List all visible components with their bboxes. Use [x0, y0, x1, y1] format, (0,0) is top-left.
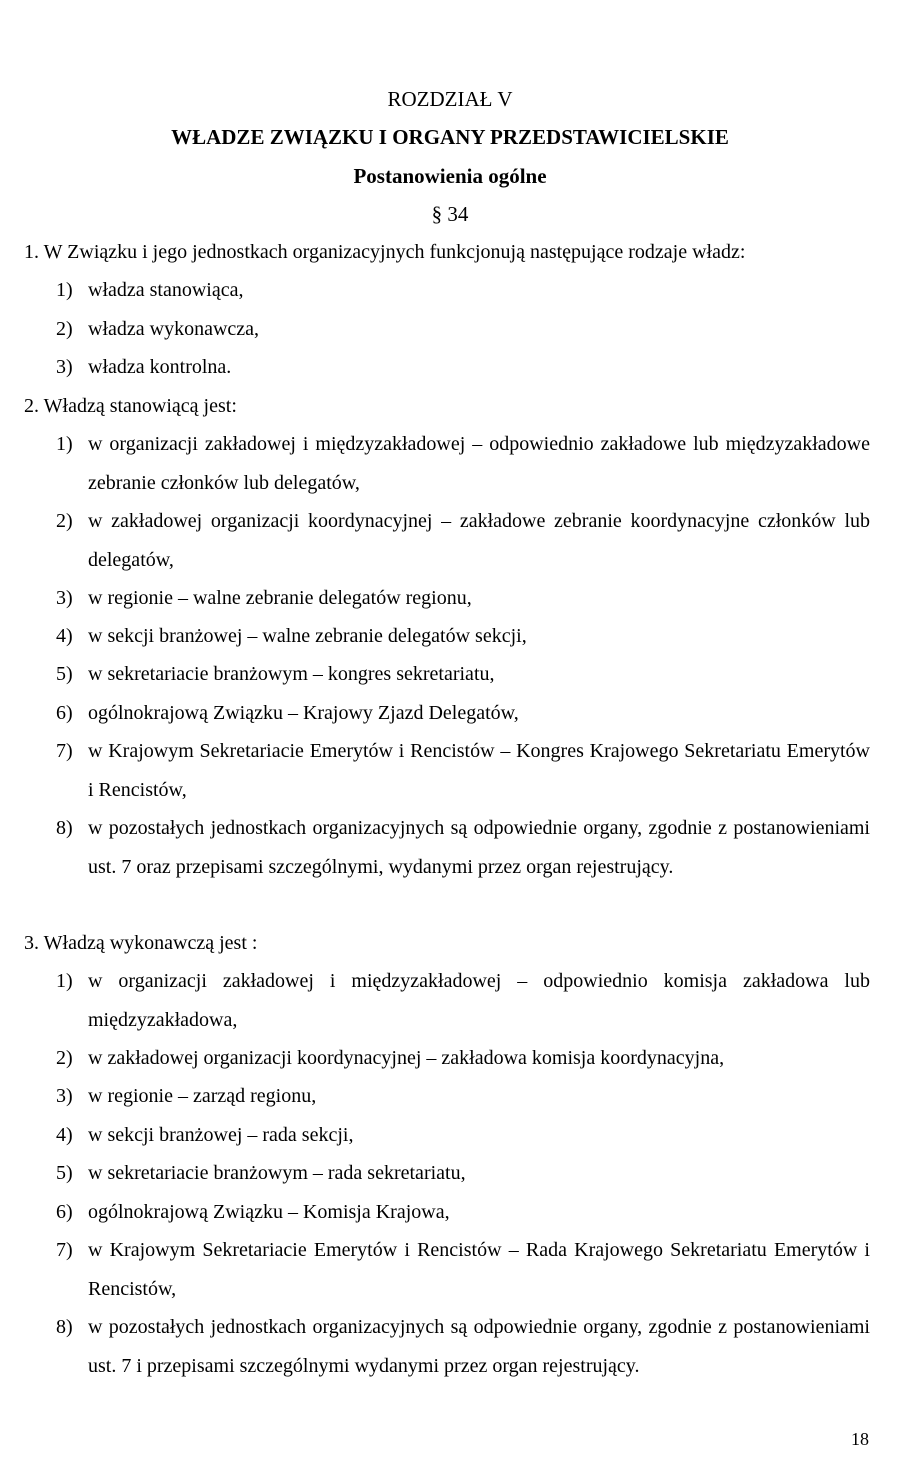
list-item [56, 579, 870, 618]
list-item-text: w Krajowym Sekretariacie Emerytów i Rencistów – Kongres Krajowego Sekretariatu Emerytów i Rencistów, [88, 740, 870, 801]
list-item-number: 3) [56, 356, 73, 378]
list-item [56, 962, 870, 1039]
paragraph-1-lead: 1. W Związku i jego jednostkach organizacyjnych funkcjonują następujące rodzaje władz: [24, 241, 746, 263]
list-item-text: w regionie – zarząd regionu, [88, 1085, 317, 1107]
list-item-text: w zakładowej organizacji koordynacyjnej – zakładowa komisja koordynacyjna, [88, 1047, 725, 1069]
list-item-text: władza stanowiąca, [88, 279, 244, 301]
list-item [56, 809, 870, 886]
list-item-number: 2) [56, 1047, 73, 1069]
list-item-text: ogólnokrajową Związku – Komisja Krajowa, [88, 1201, 450, 1223]
list-item-text: w sekcji branżowej – walne zebranie delegatów sekcji, [88, 625, 527, 647]
list-item-number: 1) [56, 279, 73, 301]
list-item [56, 1116, 870, 1155]
list-item-text: w Krajowym Sekretariacie Emerytów i Rencistów – Rada Krajowego Sekretariatu Emerytów i Rencistów, [88, 1239, 870, 1300]
list-item [56, 1039, 870, 1078]
list-item [56, 1308, 870, 1385]
list-item-number: 2) [56, 510, 73, 532]
paragraph-3-lead: 3. Władzą wykonawczą jest : [24, 932, 258, 954]
list-item-text: w sekcji branżowej – rada sekcji, [88, 1124, 354, 1146]
list-item [56, 348, 870, 387]
paragraph-2-lead: 2. Władzą stanowiącą jest: [24, 395, 237, 417]
list-item-number: 5) [56, 1162, 73, 1184]
list-item [56, 425, 870, 502]
list-item-number: 3) [56, 1085, 73, 1107]
list-item [56, 1193, 870, 1232]
list-item [56, 310, 870, 349]
list-item-text: władza wykonawcza, [88, 318, 260, 340]
list-item-text: w pozostałych jednostkach organizacyjnych są odpowiednie organy, zgodnie z postanowieniami ust. 7 oraz przepisami szczególnymi, wydanymi przez organ rejestrujący. [88, 817, 870, 878]
list-item-number: 5) [56, 663, 73, 685]
list-item-text: władza kontrolna. [88, 356, 232, 378]
list-item-number: 1) [56, 433, 73, 455]
list-item [56, 271, 870, 310]
page-number: 18 [851, 1429, 869, 1449]
list-item-text: w sekretariacie branżowym – kongres sekretariatu, [88, 663, 495, 685]
list-item-number: 7) [56, 1239, 73, 1261]
list-item-number: 6) [56, 1201, 73, 1223]
list-item [56, 502, 870, 579]
list-item-number: 2) [56, 318, 73, 340]
list-item-number: 3) [56, 587, 73, 609]
list-item [56, 694, 870, 733]
chapter-title: WŁADZE ZWIĄZKU I ORGANY PRZEDSTAWICIELSKIE [171, 125, 729, 149]
list-item-text: w regionie – walne zebranie delegatów regionu, [88, 587, 472, 609]
list-item-text: w pozostałych jednostkach organizacyjnych są odpowiednie organy, zgodnie z postanowieniami ust. 7 i przepisami szczególnymi wydanymi przez organ rejestrujący. [88, 1316, 870, 1377]
chapter-number: ROZDZIAŁ V [387, 87, 513, 111]
list-item-number: 1) [56, 970, 73, 992]
section-number: § 34 [431, 202, 469, 226]
list-item-text: w organizacji zakładowej i międzyzakładowej – odpowiednio komisja zakładowa lub międzyzakładowa, [88, 970, 870, 1031]
list-item-number: 7) [56, 740, 73, 762]
list-item [56, 732, 870, 809]
list-item-text: w organizacji zakładowej i międzyzakładowej – odpowiednio zakładowe lub międzyzakładowe zebranie członków lub delegatów, [88, 433, 870, 494]
list-item-text: ogólnokrajową Związku – Krajowy Zjazd Delegatów, [88, 702, 519, 724]
list-item [56, 617, 870, 656]
list-item [56, 1154, 870, 1193]
list-item-number: 8) [56, 1316, 73, 1338]
list-item-number: 8) [56, 817, 73, 839]
chapter-subtitle: Postanowienia ogólne [353, 164, 547, 188]
list-item-number: 6) [56, 702, 73, 724]
list-item [56, 655, 870, 694]
list-item [56, 1077, 870, 1116]
list-item-number: 4) [56, 1124, 73, 1146]
list-item-text: w zakładowej organizacji koordynacyjnej – zakładowe zebranie koordynacyjne członków lub delegatów, [88, 510, 870, 571]
list-item-text: w sekretariacie branżowym – rada sekretariatu, [88, 1162, 466, 1184]
list-item-number: 4) [56, 625, 73, 647]
list-item [56, 1231, 870, 1308]
